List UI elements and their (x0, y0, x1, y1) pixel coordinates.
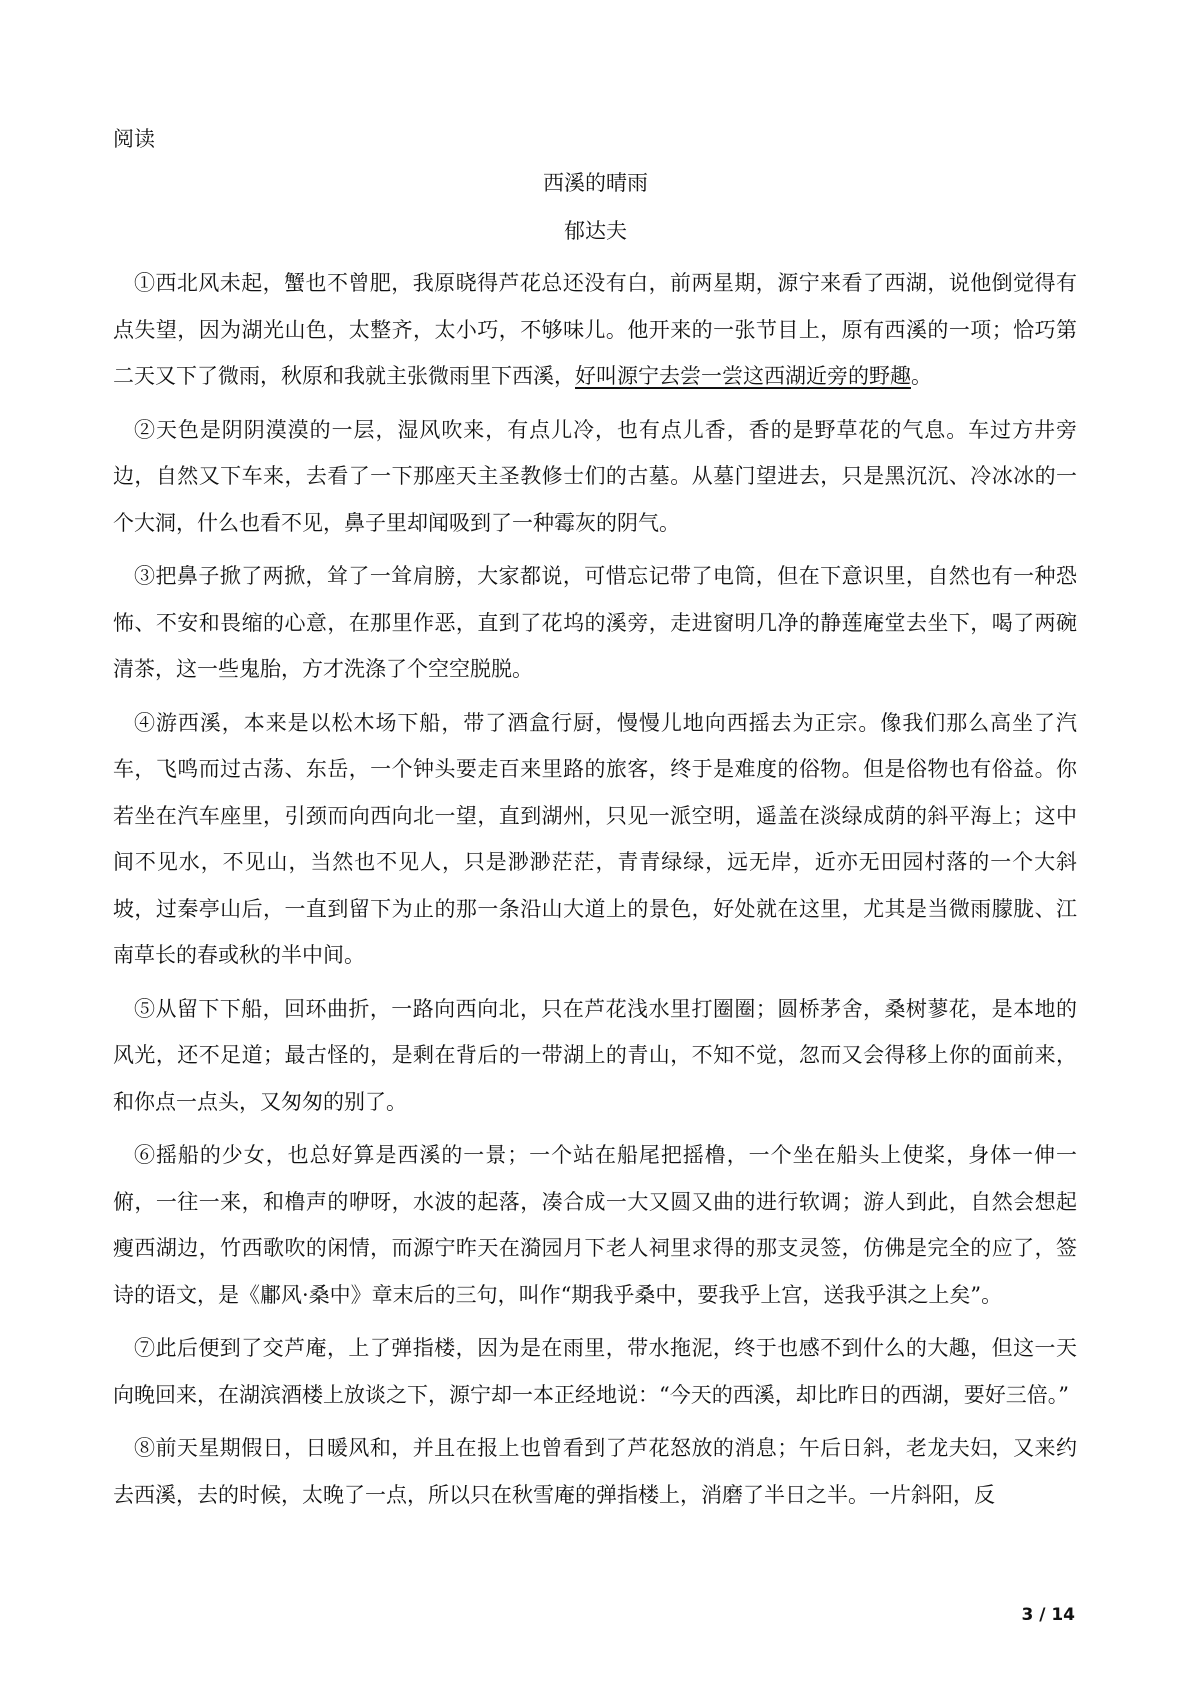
paragraph-3: ③把鼻子掀了两掀，耸了一耸肩膀，大家都说，可惜忘记带了电筒，但在下意识里，自然也有一种恐怖、不安和畏缩的心意，在那里作恶，直到了花坞的溪旁，走进窗明几净的静莲庵堂去坐下，喝了两碗清茶，这一些鬼胎，方才洗涤了个空空脱脱。 (113, 564, 1077, 681)
underlined-phrase: 好叫源宁去尝一尝这西湖近旁的野趣 (575, 364, 911, 388)
section-label: 阅读 (113, 127, 155, 151)
paragraph-1-end: 。 (911, 364, 932, 388)
paragraph-4: ④游西溪，本来是以松木场下船，带了酒盒行厨，慢慢儿地向西摇去为正宗。像我们那么高坐了汽车，飞鸣而过古荡、东岳，一个钟头要走百来里路的旅客，终于是难度的俗物。但是俗物也有俗益。你若坐在汽车座里，引颈而向西向北一望，直到湖州，只见一派空明，遥盖在淡绿成荫的斜平海上；这中间不见水，不见山，当然也不见人，只是渺渺茫茫，青青绿绿，远无岸，近亦无田园村落的一个大斜坡，过秦亭山后，一直到留下为止的那一条沿山大道上的景色，好处就在这里，尤其是当微雨朦胧、江南草长的春或秋的半中间。 (113, 710, 1077, 967)
paragraph-2: ②天色是阴阴漠漠的一层，湿风吹来，有点儿冷，也有点儿香，香的是野草花的气息。车过方井旁边，自然又下车来，去看了一下那座天主圣教修士们的古墓。从墓门望进去，只是黑沉沉、冷冰冰的一个大洞，什么也看不见，鼻子里却闻吸到了一种霉灰的阴气。 (113, 417, 1077, 535)
article-title: 西溪的晴雨 (543, 171, 648, 195)
paragraph-1-text: ①西北风未起，蟹也不曾肥，我原晓得芦花总还没有白，前两星期，源宁来看了西湖，说他倒觉得有点失望，因为湖光山色，太整齐，太小巧，不够味儿。他开来的一张节目上，原有西溪的一项；恰巧第二天又下了微雨，秋原和我就主张微雨里下西溪， (113, 271, 1077, 388)
paragraph-1 (113, 260, 1077, 400)
article-body (113, 260, 1077, 1525)
page-number: 3 / 14 (1021, 1605, 1075, 1625)
paragraph-7: ⑦此后便到了交芦庵，上了弹指楼，因为是在雨里，带水拖泥，终于也感不到什么的大趣，但这一天向晚回来，在湖滨酒楼上放谈之下，源宁却一本正经地说：“今天的西溪，却比昨日的西湖，要好三倍。” (113, 1336, 1077, 1407)
paragraph-8: ⑧前天星期假日，日暖风和，并且在报上也曾看到了芦花怒放的消息；午后日斜，老龙夫妇，又来约去西溪，去的时候，太晚了一点，所以只在秋雪庵的弹指楼上，消磨了半日之半。一片斜阳，反 (113, 1436, 1077, 1507)
paragraph-5: ⑤从留下下船，回环曲折，一路向西向北，只在芦花浅水里打圈圈；圆桥茅舍，桑树蓼花，是本地的风光，还不足道；最古怪的，是剩在背后的一带湖上的青山，不知不觉，忽而又会得移上你的面前来，和你点一点头，又匆匆的别了。 (113, 996, 1077, 1114)
article-author: 郁达夫 (564, 219, 627, 243)
paragraph-6: ⑥摇船的少女，也总好算是西溪的一景；一个站在船尾把摇橹，一个坐在船头上使桨，身体一伸一俯，一往一来，和橹声的咿呀，水波的起落，凑合成一大又圆又曲的进行软调；游人到此，自然会想起瘦西湖边，竹西歌吹的闲情，而源宁昨天在漪园月下老人祠里求得的那支灵签，仿佛是完全的应了，签诗的语文，是《鄘风·桑中》章末后的三句，叫作“期我乎桑中，要我乎上宫，送我乎淇之上矣”。 (113, 1143, 1077, 1307)
